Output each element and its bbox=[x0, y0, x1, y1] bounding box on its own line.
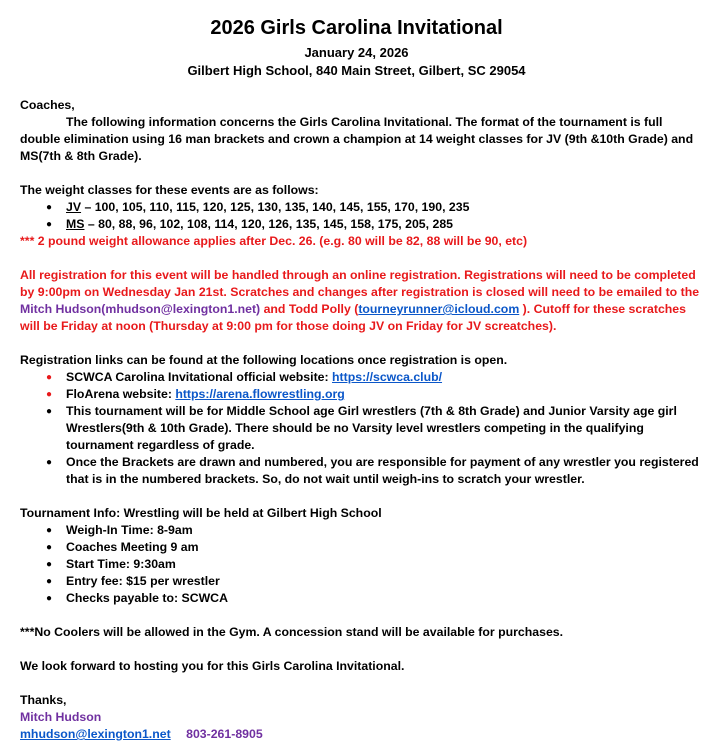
scwca-url-link[interactable]: https://scwca.club/ bbox=[332, 370, 443, 384]
bullet-icon: ● bbox=[46, 525, 53, 536]
bullet-icon: ● bbox=[46, 372, 53, 383]
flo-link-line bbox=[66, 386, 345, 403]
registration-and-text: and Todd Polly ( bbox=[260, 302, 359, 316]
tournament-info-heading: Tournament Info: Wrestling will be held at Gilbert High School bbox=[20, 506, 382, 520]
ms-weights bbox=[66, 216, 453, 233]
intro-line-2: double elimination using 16 man brackets and crown a champion at 14 weight classes for JV (9th &10th Grade) and bbox=[20, 132, 694, 146]
flo-label: FloArena website: bbox=[66, 387, 176, 401]
weights-heading: The weight classes for these events are as follows: bbox=[20, 183, 319, 197]
bullet-icon: ● bbox=[46, 593, 53, 604]
scwca-label: SCWCA Carolina Invitational official website: bbox=[66, 370, 333, 384]
event-date: January 24, 2026 bbox=[304, 45, 409, 60]
thanks: Thanks, bbox=[20, 693, 67, 707]
bullet-icon: ● bbox=[46, 389, 53, 400]
ms-values: – 80, 88, 96, 102, 108, 114, 120, 126, 135, 145, 158, 175, 205, 285 bbox=[84, 217, 453, 231]
contact-mitch-hudson: Mitch Hudson(mhudson@lexington1.net) bbox=[20, 302, 261, 316]
bullet-icon: ● bbox=[46, 457, 53, 468]
bullet-icon: ● bbox=[46, 202, 53, 213]
registration-line-4: will be Friday at noon (Thursday at 9:00 pm for those doing JV on Friday for JV screatches). bbox=[20, 319, 557, 333]
jv-weights bbox=[66, 199, 469, 216]
payment-note-line-1: Once the Brackets are drawn and numbered, you are responsible for payment of any wrestler you registered bbox=[66, 455, 699, 469]
eligibility-note-line-1: This tournament will be for Middle School age Girl wrestlers (7th & 8th Grade) and Junior Varsity age girl bbox=[66, 404, 677, 418]
list-item: Coaches Meeting 9 am bbox=[66, 540, 199, 554]
registration-line-1: All registration for this event will be handled through an online registration. Registrations will need to be completed bbox=[20, 268, 696, 282]
bullet-icon: ● bbox=[46, 542, 53, 553]
list-item: Checks payable to: SCWCA bbox=[66, 591, 228, 605]
payment-note-line-2: that is in the numbered brackets. So, do not wait until weigh-ins to scratch your wrestler. bbox=[66, 472, 585, 486]
links-heading: Registration links can be found at the following locations once registration is open. bbox=[20, 353, 508, 367]
list-item: Weigh-In Time: 8-9am bbox=[66, 523, 193, 537]
ms-label: MS bbox=[66, 217, 85, 231]
flo-url-link[interactable]: https://arena.flowrestling.org bbox=[175, 387, 345, 401]
eligibility-note-line-3: tournament regardless of grade. bbox=[66, 438, 255, 452]
signature-email-link[interactable]: mhudson@lexington1.net bbox=[20, 727, 171, 741]
intro-line-3: MS(7th & 8th Grade). bbox=[20, 149, 142, 163]
bullet-icon: ● bbox=[46, 559, 53, 570]
signature-name: Mitch Hudson bbox=[20, 710, 102, 724]
event-location: Gilbert High School, 840 Main Street, Gilbert, SC 29054 bbox=[187, 63, 526, 78]
intro-line-1: The following information concerns the Girls Carolina Invitational. The format of the tournament is full bbox=[66, 115, 663, 129]
signature-contact bbox=[20, 726, 263, 743]
eligibility-note-line-2: Wrestlers(9th & 10th Grade). There should be no Varsity level wrestlers competing in the qualifying bbox=[66, 421, 644, 435]
bullet-icon: ● bbox=[46, 406, 53, 417]
closing-note: We look forward to hosting you for this Girls Carolina Invitational. bbox=[20, 659, 405, 673]
registration-line-3 bbox=[20, 301, 686, 318]
jv-values: – 100, 105, 110, 115, 120, 125, 130, 135, 140, 145, 155, 170, 190, 235 bbox=[81, 200, 470, 214]
todd-polly-email-link[interactable]: tourneyrunner@icloud.com bbox=[358, 302, 520, 316]
salutation: Coaches, bbox=[20, 98, 75, 112]
document-title: 2026 Girls Carolina Invitational bbox=[210, 17, 503, 39]
bullet-icon: ● bbox=[46, 576, 53, 587]
registration-cutoff-text: ). Cutoff for these scratches bbox=[519, 302, 686, 316]
registration-line-2: by 9:00pm on Wednesday Jan 21st. Scratches and changes after registration is closed will need to be emailed to the bbox=[20, 285, 700, 299]
list-item: Start Time: 9:30am bbox=[66, 557, 176, 571]
weight-allowance-note: *** 2 pound weight allowance applies after Dec. 26. (e.g. 80 will be 82, 88 will be 90, etc) bbox=[20, 234, 528, 248]
list-item: Entry fee: $15 per wrestler bbox=[66, 574, 220, 588]
coolers-note: ***No Coolers will be allowed in the Gym. A concession stand will be available for purchases. bbox=[20, 625, 564, 639]
bullet-icon: ● bbox=[46, 219, 53, 230]
signature-phone: 803-261-8905 bbox=[186, 727, 263, 741]
jv-label: JV bbox=[66, 200, 82, 214]
scwca-link-line bbox=[66, 369, 442, 386]
